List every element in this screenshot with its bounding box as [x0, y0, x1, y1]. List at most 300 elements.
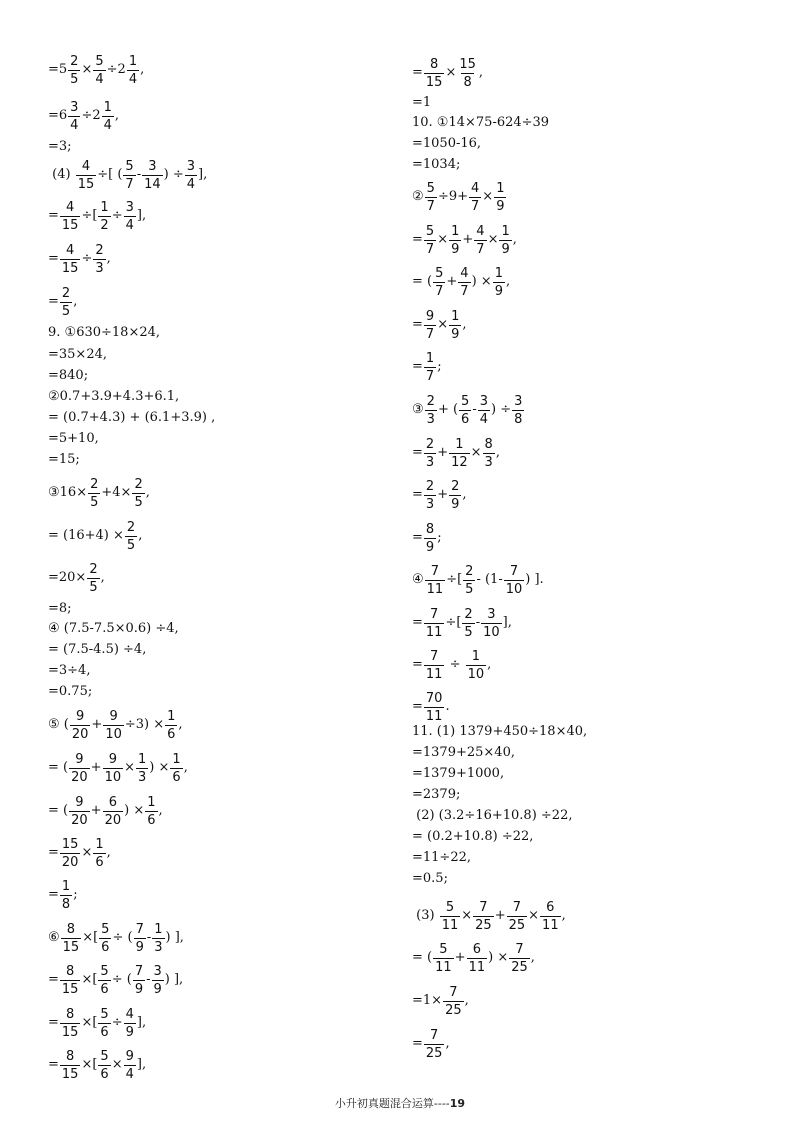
fraction-denominator: 11 [425, 666, 443, 682]
fraction-numerator: 3 [186, 158, 196, 174]
math-text: ÷ [111, 1015, 123, 1030]
fraction [133, 965, 145, 996]
fraction-denominator: 6 [100, 1066, 109, 1082]
fraction-denominator: 4 [479, 411, 489, 427]
fraction [185, 160, 197, 191]
fraction-denominator: 10 [104, 769, 122, 785]
fraction [424, 480, 436, 511]
fraction-denominator: 9 [425, 539, 435, 555]
fraction-denominator: 9 [494, 283, 503, 299]
math-line [412, 478, 467, 512]
math-text: , [505, 274, 511, 289]
math-text: =8; [48, 601, 72, 616]
math-text: = (0.7+4.3) + (6.1+3.9) , [48, 410, 216, 425]
math-text: ÷ [81, 251, 93, 266]
fraction [87, 563, 99, 594]
fraction-denominator: 6 [100, 1024, 109, 1040]
fraction-numerator: 70 [425, 690, 443, 706]
fraction-denominator: 3 [426, 411, 435, 427]
fraction-numerator: 8 [66, 921, 76, 937]
math-text: = [48, 1015, 59, 1030]
fraction-numerator: 5 [100, 963, 109, 979]
math-text: - [136, 167, 142, 182]
math-text: = [48, 208, 59, 223]
math-text: + ( [437, 402, 459, 417]
fraction [449, 438, 470, 469]
math-line [48, 158, 208, 192]
math-line [48, 408, 215, 428]
fraction-denominator: 5 [134, 494, 143, 510]
math-text: = [412, 615, 423, 630]
fraction-numerator: 1 [471, 648, 481, 664]
math-text: , [561, 908, 566, 923]
math-text: = ( [48, 803, 69, 818]
math-line [412, 648, 492, 682]
math-text: ×[ [81, 972, 98, 987]
fraction-denominator: 11 [542, 917, 559, 933]
fraction-denominator: 6 [172, 769, 181, 785]
math-text: =1034; [412, 157, 461, 172]
fraction [512, 395, 524, 426]
fraction [88, 478, 100, 509]
fraction [462, 608, 474, 639]
math-line [412, 785, 460, 805]
fraction-denominator: 9 [496, 198, 505, 214]
fraction [449, 480, 461, 511]
math-line [412, 848, 471, 868]
math-text: =1379+1000, [412, 766, 505, 781]
math-text: ÷ ( [112, 930, 133, 945]
fraction [424, 1029, 445, 1060]
math-text: = [48, 294, 59, 309]
fraction-denominator: 4 [128, 71, 138, 87]
math-text: ⑤ ( [48, 717, 69, 732]
fraction [424, 58, 445, 89]
fraction-numerator: 1 [425, 350, 435, 366]
math-text: ÷[ [445, 615, 462, 630]
fraction-denominator: 20 [104, 812, 122, 828]
page-footer [0, 1095, 800, 1111]
math-line [48, 1048, 147, 1082]
footer-title: 小升初真题混合运算---- [334, 1097, 450, 1110]
math-line [412, 308, 467, 342]
fraction-numerator: 6 [546, 899, 555, 915]
math-line [412, 155, 460, 175]
fraction-denominator: 3 [154, 939, 163, 955]
math-text: =1379+25×40, [412, 745, 515, 760]
math-text: ], [502, 615, 512, 630]
fraction-denominator: 12 [451, 454, 468, 470]
math-line [48, 242, 111, 276]
math-text: - [475, 615, 481, 630]
math-line [48, 199, 147, 233]
math-line [48, 708, 183, 742]
math-text: × [81, 845, 93, 860]
math-text: + [91, 717, 103, 732]
math-text: = [412, 232, 423, 247]
fraction [493, 267, 505, 298]
math-text: ÷[ [81, 208, 98, 223]
math-text: × [437, 317, 449, 332]
fraction-numerator: 5 [425, 223, 435, 239]
fraction-numerator: 4 [66, 242, 75, 258]
fraction [98, 201, 110, 232]
fraction [424, 352, 436, 383]
math-line [412, 393, 525, 427]
math-text: = [412, 530, 423, 545]
fraction-denominator: 20 [71, 726, 89, 742]
math-text: , [512, 232, 517, 247]
fraction-numerator: 9 [108, 751, 117, 767]
fraction [124, 201, 136, 232]
fraction-numerator: 5 [125, 158, 134, 174]
math-line [412, 827, 533, 847]
math-text: ) × [149, 760, 170, 775]
fraction-denominator: 9 [134, 981, 144, 997]
fraction-denominator: 10 [467, 666, 485, 682]
fraction-denominator: 15 [425, 74, 443, 90]
fraction [136, 753, 148, 784]
fraction [474, 225, 486, 256]
math-text: ) ÷ [491, 402, 512, 417]
fraction [499, 225, 511, 256]
fraction-numerator: 4 [125, 1006, 134, 1022]
math-text: ) ]. [525, 572, 544, 587]
math-line [48, 794, 163, 828]
math-line [48, 450, 80, 470]
fraction-numerator: 1 [138, 751, 147, 767]
fraction-denominator: 3 [95, 260, 104, 276]
math-text: , [462, 487, 467, 502]
fraction-denominator: 10 [505, 581, 523, 597]
math-text: ÷ ( [111, 972, 132, 987]
fraction-numerator: 1 [147, 794, 156, 810]
fraction-denominator: 4 [125, 1066, 134, 1082]
math-text: = [48, 887, 59, 902]
math-text: =20× [48, 570, 87, 585]
fraction-numerator: 7 [449, 984, 458, 1000]
fraction-denominator: 20 [71, 769, 88, 785]
fraction-numerator: 5 [100, 1048, 109, 1064]
math-line [48, 285, 78, 319]
math-line [412, 869, 448, 889]
fraction [165, 710, 177, 741]
fraction [60, 201, 81, 232]
fraction-denominator: 11 [435, 959, 452, 975]
math-text: = (16+4) × [48, 528, 124, 543]
fraction-denominator: 15 [61, 1024, 79, 1040]
fraction-numerator: 9 [75, 794, 84, 810]
math-text: - [146, 930, 152, 945]
math-text: , [106, 251, 111, 266]
fraction-numerator: 5 [95, 53, 104, 69]
math-text: ×[ [82, 930, 99, 945]
fraction [425, 565, 446, 596]
fraction [103, 753, 124, 784]
fraction-denominator: 5 [464, 624, 473, 640]
math-text: , [73, 294, 78, 309]
math-text: = (7.5-4.5) ÷4, [48, 642, 147, 657]
fraction-numerator: 9 [425, 308, 435, 324]
fraction [60, 880, 72, 911]
fraction-denominator: 11 [425, 708, 443, 724]
math-line [48, 53, 145, 87]
math-text: = [412, 359, 423, 374]
math-text: , [464, 993, 469, 1008]
fraction-numerator: 5 [439, 941, 448, 957]
fraction-denominator: 7 [426, 198, 435, 214]
fraction-denominator: 4 [95, 71, 104, 87]
math-text: + [90, 803, 102, 818]
math-line [48, 99, 120, 133]
fraction-numerator: 3 [153, 963, 162, 979]
math-text: ; [437, 359, 442, 374]
math-text: ×[ [81, 1015, 98, 1030]
fraction-numerator: 2 [70, 53, 79, 69]
fraction-numerator: 3 [479, 393, 489, 409]
math-text: ) ÷ [163, 167, 184, 182]
fraction-denominator: 7 [425, 326, 435, 342]
math-text: ④ (7.5-7.5×0.6) ÷4, [48, 621, 179, 636]
fraction-denominator: 20 [61, 854, 79, 870]
math-line [412, 984, 469, 1018]
fraction-numerator: 5 [101, 921, 110, 937]
math-text: + [446, 274, 458, 289]
fraction [123, 160, 135, 191]
math-line [48, 599, 72, 619]
fraction [425, 395, 437, 426]
math-text: ÷[ [446, 572, 463, 587]
fraction [424, 608, 445, 639]
math-text: × [111, 1057, 123, 1072]
math-line [48, 429, 99, 449]
fraction-denominator: 15 [61, 217, 79, 233]
fraction-denominator: 3 [138, 769, 147, 785]
math-line [48, 878, 78, 912]
math-line [412, 743, 515, 763]
math-text: =1 [412, 95, 432, 110]
fraction-numerator: 2 [90, 476, 99, 492]
fraction-numerator: 5 [445, 899, 455, 915]
math-text: ; [73, 887, 78, 902]
math-line [412, 521, 442, 555]
math-text: =15; [48, 452, 80, 467]
fraction-numerator: 7 [430, 648, 439, 664]
math-text: , [114, 108, 120, 123]
math-text: ②0.7+3.9+4.3+6.1, [48, 389, 180, 404]
fraction-denominator: 3 [484, 454, 493, 470]
fraction-numerator: 7 [430, 1027, 439, 1043]
math-text: ×[ [81, 1057, 98, 1072]
math-text: ÷9+ [437, 189, 468, 204]
math-text: =11÷22, [412, 850, 472, 865]
math-line [412, 436, 500, 470]
math-text: = [412, 657, 423, 672]
fraction [93, 55, 105, 86]
fraction-numerator: 7 [135, 921, 144, 937]
math-text: =3; [48, 139, 72, 154]
fraction-denominator: 6 [95, 854, 104, 870]
fraction-numerator: 4 [460, 265, 469, 281]
fraction [424, 225, 436, 256]
math-line [412, 606, 512, 640]
math-line [412, 806, 572, 826]
fraction [507, 901, 528, 932]
fraction-denominator: 15 [61, 1066, 79, 1082]
fraction-denominator: 7 [476, 241, 485, 257]
fraction-denominator: 6 [101, 939, 110, 955]
fraction-numerator: 1 [95, 836, 104, 852]
fraction [98, 1008, 110, 1039]
fraction-denominator: 7 [425, 241, 435, 257]
fraction [142, 160, 163, 191]
math-text: ÷2 [81, 108, 101, 123]
fraction-numerator: 3 [70, 99, 79, 115]
fraction-numerator: 9 [109, 708, 118, 724]
math-text: , [106, 845, 111, 860]
fraction-denominator: 7 [435, 283, 444, 299]
fraction [424, 438, 436, 469]
fraction [60, 1050, 81, 1081]
fraction-denominator: 7 [425, 368, 435, 384]
math-text: ], [198, 167, 208, 182]
fraction-denominator: 11 [426, 581, 444, 597]
math-text: ) × [471, 274, 492, 289]
fraction-numerator: 5 [100, 1006, 109, 1022]
math-line [412, 1027, 450, 1061]
math-line [412, 93, 431, 113]
fraction [93, 244, 105, 275]
fraction [425, 182, 437, 213]
math-line [48, 1006, 147, 1040]
fraction-denominator: 7 [125, 176, 134, 192]
fraction [424, 692, 445, 723]
fraction-numerator: 8 [425, 521, 435, 537]
math-text: =840; [48, 368, 89, 383]
math-text: , [178, 717, 183, 732]
math-line [48, 921, 184, 955]
fraction-numerator: 5 [426, 180, 435, 196]
fraction-numerator: 3 [125, 199, 134, 215]
fraction-denominator: 7 [460, 283, 469, 299]
math-line [48, 836, 111, 870]
fraction [467, 943, 488, 974]
fraction [483, 438, 495, 469]
fraction-denominator: 3 [425, 496, 435, 512]
math-text: ) ], [165, 930, 184, 945]
math-text: ③ [412, 402, 424, 417]
math-text: =5+10, [48, 431, 99, 446]
fraction-numerator: 7 [430, 606, 439, 622]
fraction [457, 58, 478, 89]
math-text: +4× [101, 485, 132, 500]
fraction [103, 710, 124, 741]
fraction [60, 838, 81, 869]
fraction [540, 901, 561, 932]
fraction-numerator: 2 [95, 242, 104, 258]
math-text: ⑥ [48, 930, 60, 945]
fraction-numerator: 8 [66, 1006, 75, 1022]
fraction [509, 943, 530, 974]
fraction [152, 923, 164, 954]
fraction [466, 650, 487, 681]
fraction-numerator: 2 [61, 285, 71, 301]
fraction-numerator: 5 [435, 265, 444, 281]
math-text: . [445, 699, 450, 714]
math-text: = [48, 972, 59, 987]
math-text: ÷[ ( [97, 167, 123, 182]
fraction-numerator: 7 [509, 563, 519, 579]
fraction-numerator: 4 [476, 223, 485, 239]
math-text: = (0.2+10.8) ÷22, [412, 829, 534, 844]
fraction [69, 796, 90, 827]
math-line [48, 963, 184, 997]
fraction-denominator: 4 [103, 117, 112, 133]
math-text: =6 [48, 108, 68, 123]
fraction-numerator: 8 [484, 436, 493, 452]
math-text: 9. ①630÷18×24, [48, 325, 161, 340]
fraction [98, 1050, 110, 1081]
fraction-numerator: 4 [66, 199, 75, 215]
fraction-numerator: 1 [61, 878, 71, 894]
math-text: = [412, 317, 423, 332]
fraction-numerator: 7 [479, 899, 488, 915]
fraction [60, 287, 72, 318]
math-line [48, 619, 179, 639]
fraction-numerator: 9 [125, 1048, 134, 1064]
fraction-numerator: 2 [451, 478, 460, 494]
math-text: × [487, 232, 499, 247]
fraction-numerator: 1 [501, 223, 510, 239]
math-line [412, 350, 442, 384]
fraction [93, 838, 105, 869]
fraction [60, 965, 81, 996]
fraction-denominator: 8 [514, 411, 523, 427]
math-text: =3÷4, [48, 663, 91, 678]
fraction-denominator: 9 [451, 326, 460, 342]
math-text: ÷ [445, 657, 465, 672]
math-text: ÷2 [106, 62, 126, 77]
fraction-numerator: 2 [465, 563, 474, 579]
math-text: ) × [124, 803, 145, 818]
math-text: =0.75; [48, 684, 93, 699]
math-text: × [461, 908, 473, 923]
fraction-denominator: 25 [511, 959, 528, 975]
fraction [134, 923, 146, 954]
fraction [481, 608, 502, 639]
fraction [449, 310, 461, 341]
fraction [443, 986, 464, 1017]
fraction-denominator: 5 [90, 494, 99, 510]
math-line [412, 563, 544, 597]
math-text: - [146, 972, 151, 987]
math-text: =2379; [412, 787, 461, 802]
math-text: + [437, 487, 449, 502]
fraction-denominator: 9 [135, 939, 144, 955]
fraction [433, 943, 454, 974]
math-text: × [528, 908, 540, 923]
fraction-denominator: 7 [471, 198, 480, 214]
math-text: , [138, 528, 143, 543]
fraction-numerator: 3 [514, 393, 523, 409]
fraction-denominator: 25 [475, 917, 492, 933]
math-text: , [100, 570, 105, 585]
math-text: ; [437, 530, 442, 545]
fraction [103, 796, 124, 827]
math-text: , [145, 485, 150, 500]
math-text: × [124, 760, 136, 775]
math-text: , [158, 803, 163, 818]
